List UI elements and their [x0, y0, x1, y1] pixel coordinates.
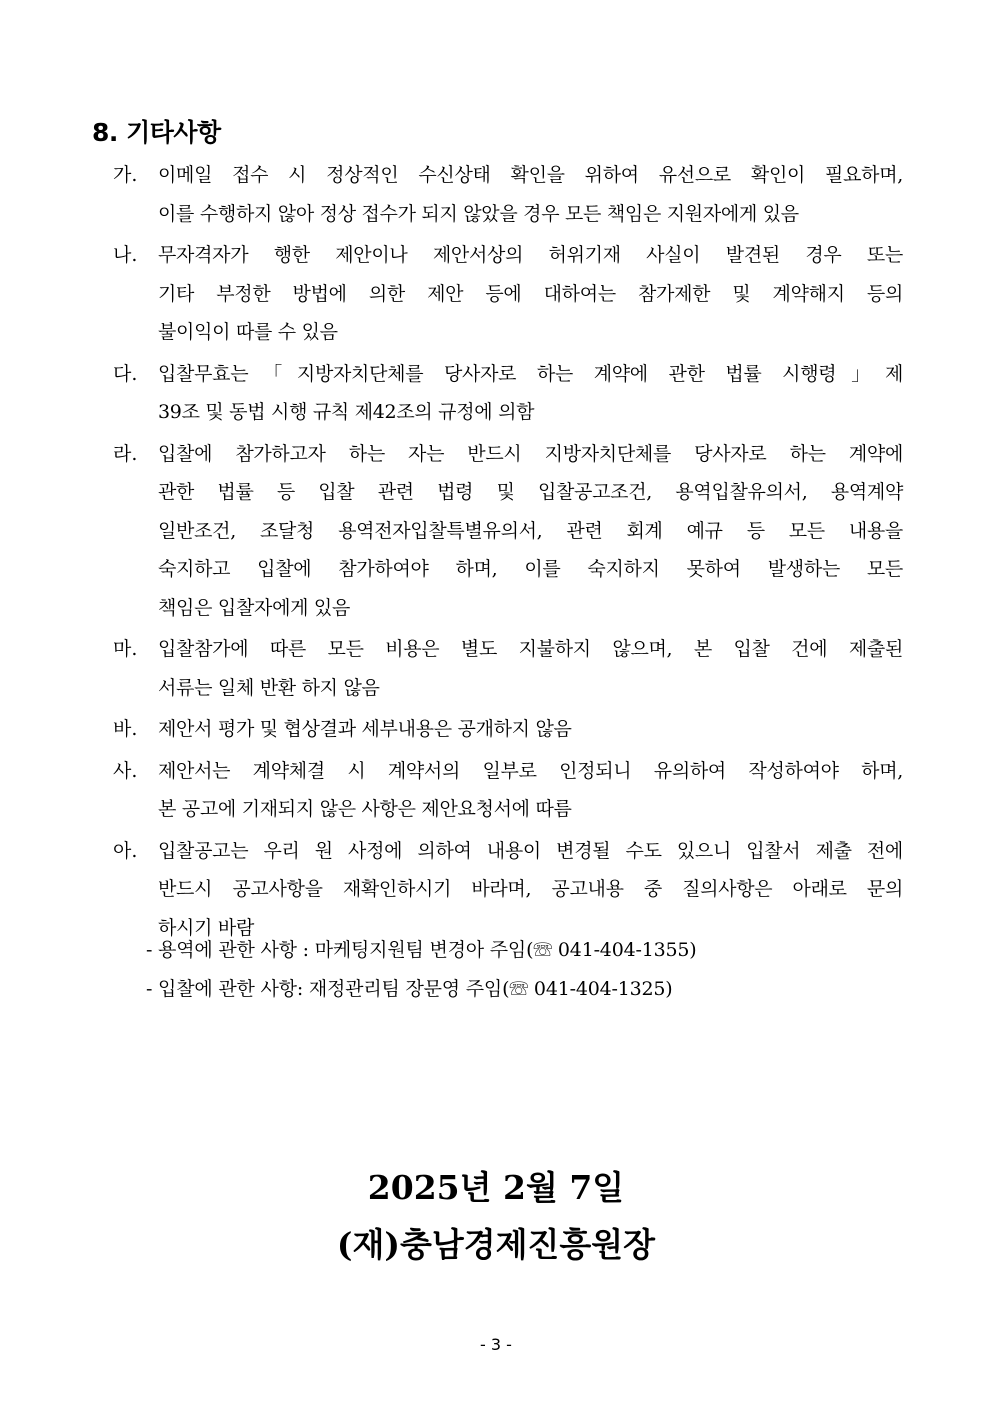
page-number: - 3 - [480, 1335, 512, 1354]
item-marker: 바. [113, 718, 138, 740]
item-text-line: 책임은 입찰자에게 있음 [158, 596, 351, 619]
item-marker: 사. [113, 759, 138, 782]
item-text-line: 이를 수행하지 않아 정상 접수가 되지 않았을 경우 모든 책임은 지원자에게 있음 [158, 202, 799, 225]
contact-service: - 용역에 관한 사항 : 마케팅지원팀 변경아 주임(☏ 041-404-1355) [146, 939, 697, 961]
item-text-line: 입찰무효는「지방자치단체를 당사자로 하는 계약에 관한 법률 시행령」제 [158, 362, 903, 385]
item-text-line: 반드시 공고사항을 재확인하시기 바라며, 공고내용 중 질의사항은 아래로 문의 [158, 878, 903, 900]
contact-bidding: - 입찰에 관한 사항: 재정관리팀 장문영 주임(☏ 041-404-1325) [146, 977, 673, 1000]
list-item [113, 236, 903, 352]
issuing-organization: (재)충남경제진흥원장 [336, 1225, 656, 1264]
item-marker: 라. [113, 442, 138, 465]
item-text-line: 입찰에 참가하고자 하는 자는 반드시 지방자치단체를 당사자로 하는 계약에 [158, 442, 903, 465]
item-marker: 아. [113, 839, 138, 862]
item-text-line: 기타 부정한 방법에 의한 제안 등에 대하여는 참가제한 및 계약해지 등의 [158, 282, 903, 305]
list-item [113, 752, 903, 829]
item-text-line: 39조 및 동법 시행 규칙 제42조의 규정에 의함 [158, 401, 535, 423]
item-text-line: 제안서는 계약체결 시 계약서의 일부로 인정되니 유의하여 작성하여야 하며, [158, 759, 903, 782]
item-text-line: 입찰공고는 우리 원 사정에 의하여 내용이 변경될 수도 있으니 입찰서 제출 전에 [158, 839, 903, 862]
item-text-line: 하시기 바람 [158, 916, 255, 939]
item-text-line: 일반조건, 조달청 용역전자입찰특별유의서, 관련 회계 예규 등 모든 내용을 [158, 519, 903, 542]
document-date: 2025년 2월 7일 [367, 1168, 625, 1207]
item-text-line: 무자격자가 행한 제안이나 제안서상의 허위기재 사실이 발견된 경우 또는 [158, 244, 903, 266]
item-text-line: 제안서 평가 및 협상결과 세부내용은 공개하지 않음 [158, 718, 572, 740]
item-text-line: 서류는 일체 반환 하지 않음 [158, 676, 380, 699]
list-item [113, 355, 903, 432]
contact-list [146, 931, 696, 1008]
list-item [113, 710, 903, 749]
section-title: 8. 기타사항 [92, 118, 221, 147]
item-text-line: 불이익이 따를 수 있음 [158, 321, 338, 343]
item-marker: 마. [113, 638, 138, 660]
list-item [113, 630, 903, 707]
list-item [113, 156, 903, 233]
item-marker: 다. [113, 362, 138, 385]
item-text-line: 숙지하고 입찰에 참가하여야 하며, 이를 숙지하지 못하여 발생하는 모든 [158, 558, 903, 580]
list-item [113, 832, 903, 948]
item-list [113, 156, 903, 950]
item-text-line: 관한 법률 등 입찰 관련 법령 및 입찰공고조건, 용역입찰유의서, 용역계약 [158, 481, 903, 503]
item-text-line: 본 공고에 기재되지 않은 사항은 제안요청서에 따름 [158, 798, 572, 820]
item-text-line: 입찰참가에 따른 모든 비용은 별도 지불하지 않으며, 본 입찰 건에 제출된 [158, 638, 903, 660]
list-item [113, 435, 903, 628]
item-marker: 나. [113, 244, 138, 266]
item-marker: 가. [113, 164, 138, 186]
item-text-line: 이메일 접수 시 정상적인 수신상태 확인을 위하여 유선으로 확인이 필요하며, [158, 164, 903, 186]
